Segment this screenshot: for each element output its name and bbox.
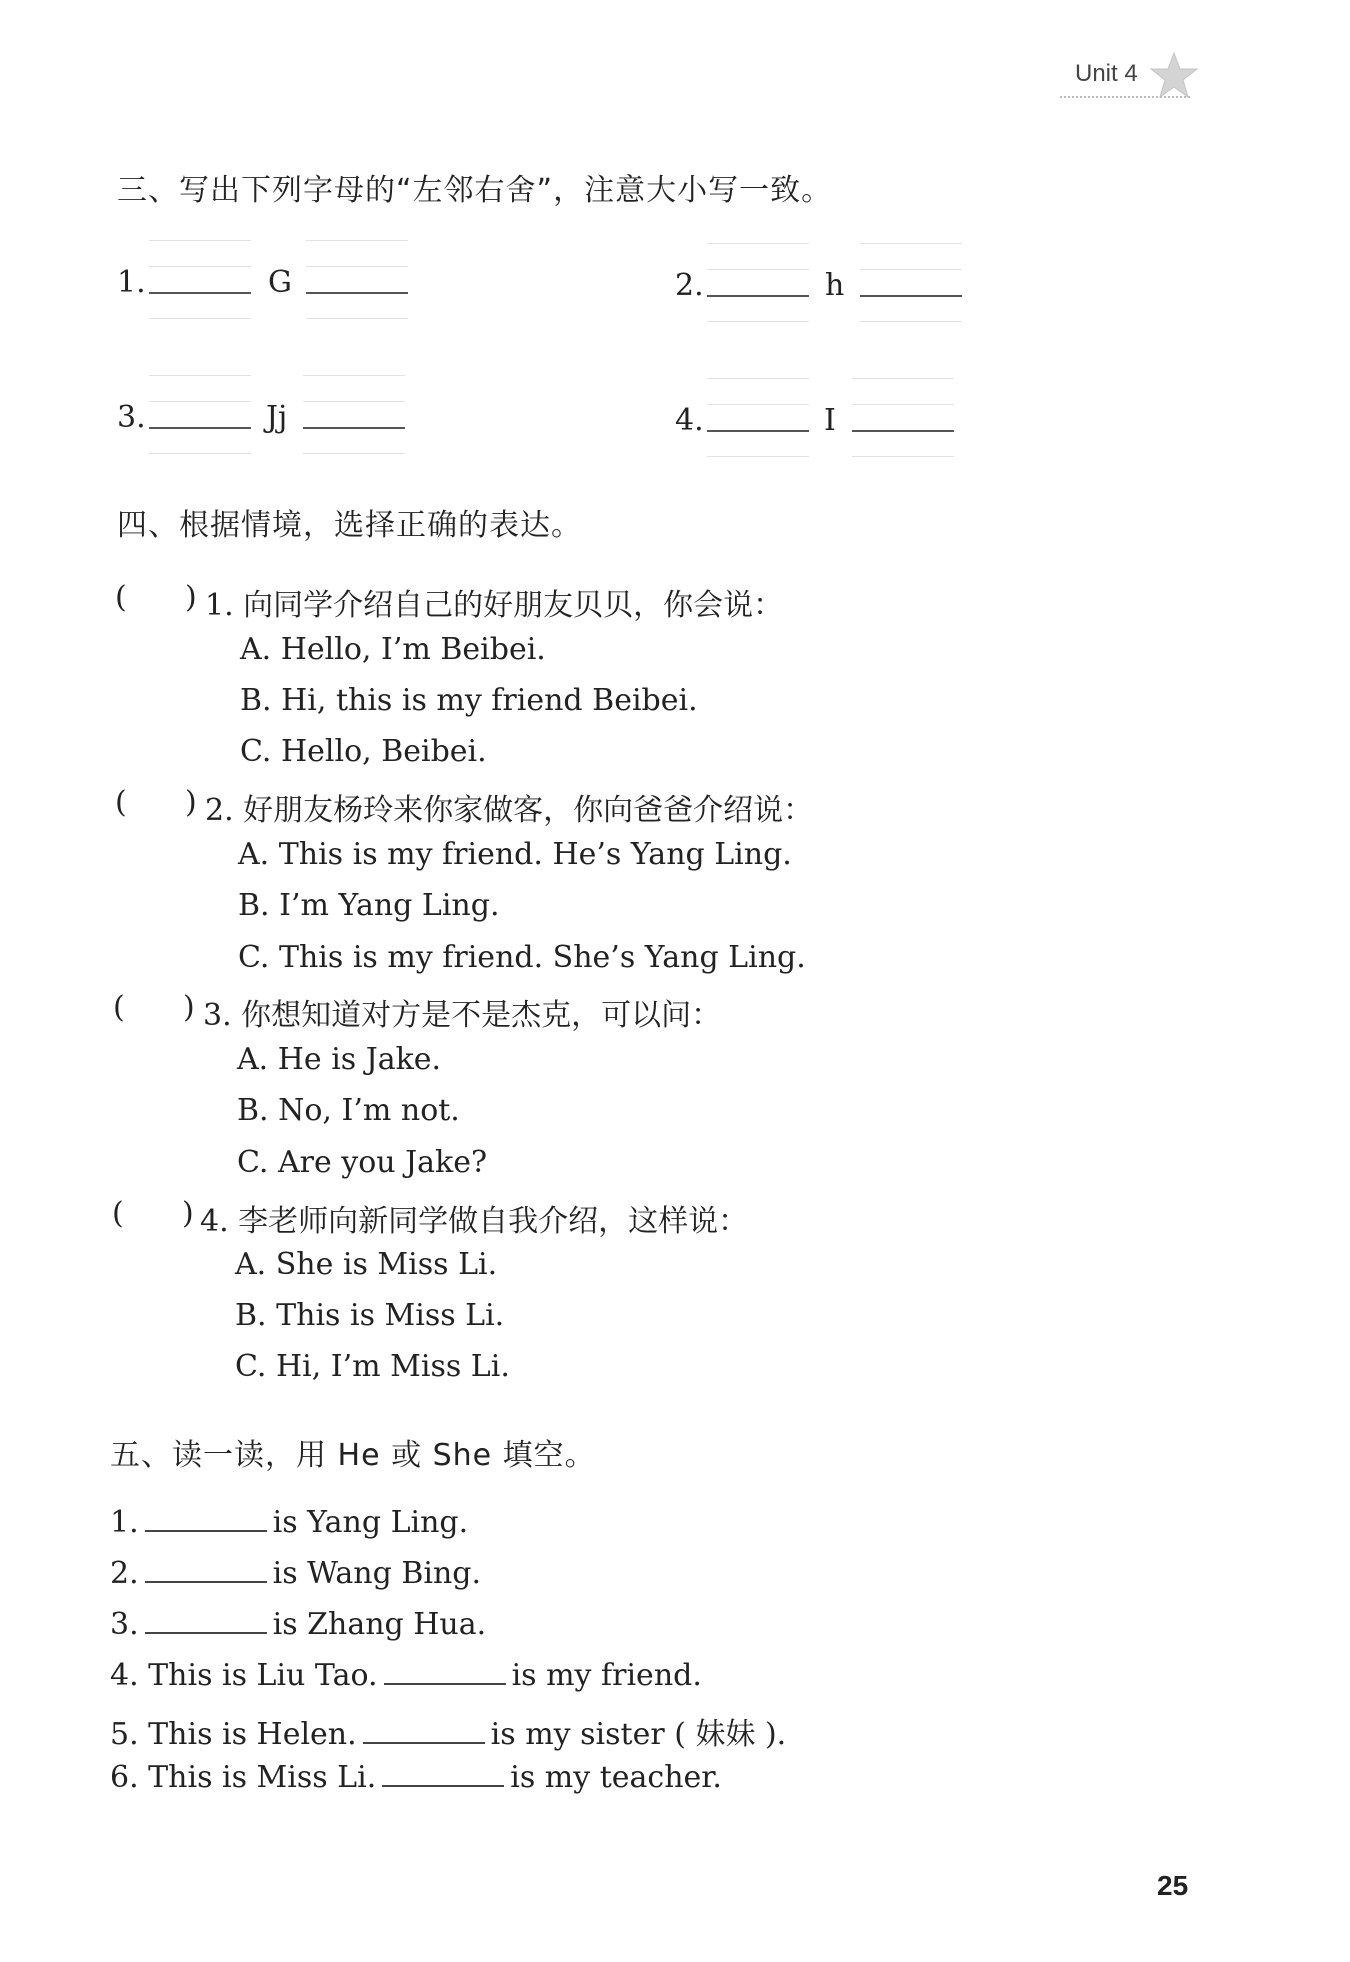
answer-paren-open[interactable]: ( [115, 580, 127, 615]
answer-blank[interactable] [145, 1610, 267, 1634]
section-5-title: 五、读一读，用 He 或 She 填空。 [110, 1438, 596, 1473]
fill-item-suffix: is Zhang Hua. [272, 1607, 487, 1642]
fill-item-suffix: is Yang Ling. [272, 1505, 469, 1540]
answer-blank[interactable] [384, 1661, 506, 1685]
writing-lines-left[interactable] [149, 240, 251, 320]
fill-item-prefix: 1. [110, 1505, 139, 1540]
option-a: A. He is Jake. [237, 1042, 442, 1077]
page-number: 25 [1157, 1870, 1189, 1901]
option-c: C. Hi, I’m Miss Li. [235, 1349, 510, 1384]
option-b: B. No, I’m not. [237, 1093, 460, 1128]
answer-paren-close: ) [182, 1196, 194, 1231]
option-b: B. This is Miss Li. [235, 1298, 505, 1333]
writing-lines-left[interactable] [707, 243, 809, 323]
fill-item-prefix: 3. [110, 1607, 139, 1642]
option-b: B. Hi, this is my friend Beibei. [240, 683, 698, 718]
fill-item-prefix: 4. This is Liu Tao. [110, 1658, 378, 1693]
fill-item-suffix: is Wang Bing. [272, 1556, 482, 1591]
option-c: C. This is my friend. She’s Yang Ling. [238, 940, 806, 975]
question-prompt: 2. 好朋友杨玲来你家做客，你向爸爸介绍说： [205, 793, 814, 828]
answer-paren-close: ) [183, 990, 195, 1025]
item-number: 3. [117, 400, 146, 435]
question-prompt: 4. 李老师向新同学做自我介绍，这样说： [200, 1204, 749, 1239]
fill-item [110, 1505, 468, 1540]
writing-lines-right[interactable] [303, 375, 405, 455]
answer-blank[interactable] [145, 1508, 267, 1532]
answer-paren-close: ) [185, 580, 197, 615]
question-prompt: 3. 你想知道对方是不是杰克，可以问： [203, 998, 722, 1033]
writing-lines-left[interactable] [149, 375, 251, 455]
fill-item-suffix: is my sister ( 妹妹 ). [490, 1717, 787, 1752]
option-c: C. Are you Jake? [237, 1145, 488, 1180]
answer-paren-open[interactable]: ( [113, 990, 125, 1025]
option-b: B. I’m Yang Ling. [238, 888, 500, 923]
section-3-title: 三、写出下列字母的“左邻右舍”，注意大小写一致。 [117, 173, 833, 208]
header-divider [1060, 96, 1190, 98]
letter-prompt: I [824, 403, 836, 438]
unit-label: Unit 4 [1075, 60, 1138, 87]
fill-item [110, 1556, 481, 1591]
letter-prompt: h [825, 268, 845, 303]
fill-item-suffix: is my teacher. [510, 1760, 722, 1795]
fill-item [110, 1658, 702, 1693]
answer-blank[interactable] [145, 1559, 267, 1583]
writing-lines-left[interactable] [707, 378, 809, 458]
option-a: A. This is my friend. He’s Yang Ling. [238, 837, 792, 872]
option-c: C. Hello, Beibei. [240, 734, 487, 769]
section-4-title: 四、根据情境，选择正确的表达。 [117, 508, 582, 543]
letter-prompt: G [268, 265, 292, 300]
writing-lines-right[interactable] [860, 243, 962, 323]
answer-paren-open[interactable]: ( [115, 785, 127, 820]
answer-paren-close: ) [185, 785, 197, 820]
option-a: A. She is Miss Li. [235, 1247, 498, 1282]
fill-item-prefix: 6. This is Miss Li. [110, 1760, 377, 1795]
fill-item-suffix: is my friend. [511, 1658, 702, 1693]
fill-item-prefix: 2. [110, 1556, 139, 1591]
fill-item [110, 1709, 786, 1753]
option-a: A. Hello, I’m Beibei. [240, 632, 546, 667]
fill-item-prefix: 5. This is Helen. [110, 1717, 357, 1752]
writing-lines-right[interactable] [306, 240, 408, 320]
star-icon [1148, 50, 1200, 102]
fill-item [110, 1607, 486, 1642]
fill-item [110, 1760, 722, 1795]
question-prompt: 1. 向同学介绍自己的好朋友贝贝，你会说： [205, 588, 784, 623]
item-number: 2. [675, 268, 704, 303]
answer-blank[interactable] [382, 1763, 504, 1787]
item-number: 1. [117, 265, 146, 300]
item-number: 4. [675, 403, 704, 438]
letter-prompt: Jj [266, 400, 288, 435]
answer-paren-open[interactable]: ( [112, 1196, 124, 1231]
answer-blank[interactable] [363, 1720, 485, 1744]
writing-lines-right[interactable] [852, 378, 954, 458]
